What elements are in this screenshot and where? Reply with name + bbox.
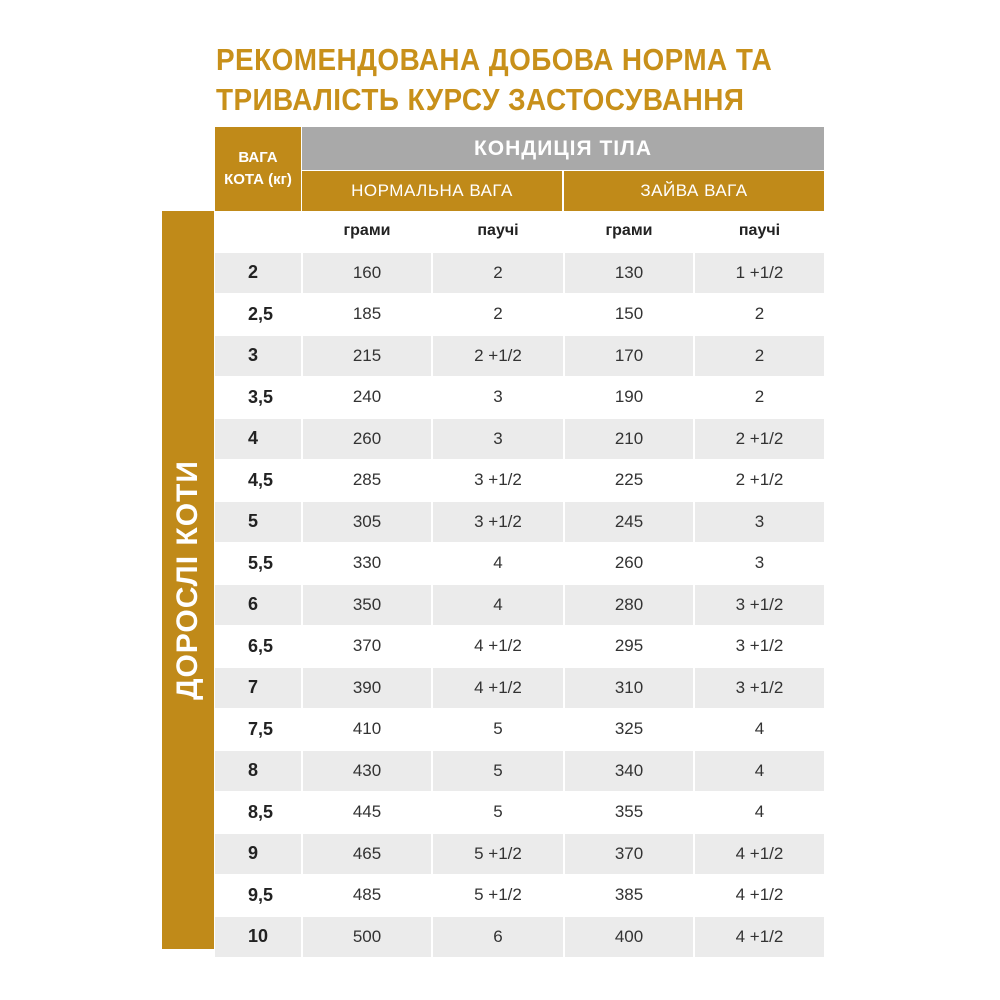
table-row (215, 709, 825, 751)
cell-pouches-over: 2 (694, 294, 825, 336)
cell-grams-normal: 260 (302, 418, 432, 460)
cell-pouches-over: 2 +1/2 (694, 418, 825, 460)
overweight-header: ЗАЙВА ВАГА (564, 171, 824, 211)
cell-pouches-over: 3 +1/2 (694, 626, 825, 668)
cell-pouches-over: 4 +1/2 (694, 875, 825, 917)
title-line-1: РЕКОМЕНДОВАНА ДОБОВА НОРМА ТА (216, 42, 773, 77)
normal-weight-header: НОРМАЛЬНА ВАГА (302, 171, 562, 211)
cell-weight: 6,5 (215, 626, 302, 668)
cell-weight: 8,5 (215, 792, 302, 834)
cell-grams-over: 370 (564, 833, 694, 875)
cell-weight: 10 (215, 916, 302, 958)
cell-pouches-over: 3 +1/2 (694, 584, 825, 626)
cell-grams-normal: 485 (302, 875, 432, 917)
cell-pouches-normal: 3 +1/2 (432, 501, 564, 543)
page-title (216, 40, 900, 120)
unit-cell-grams-over: грами (564, 211, 694, 252)
cell-grams-normal: 185 (302, 294, 432, 336)
cell-pouches-over: 4 (694, 709, 825, 751)
cell-grams-over: 340 (564, 750, 694, 792)
cell-pouches-over: 2 (694, 335, 825, 377)
cell-pouches-over: 3 +1/2 (694, 667, 825, 709)
cell-grams-normal: 370 (302, 626, 432, 668)
cell-grams-normal: 240 (302, 377, 432, 419)
cell-weight: 8 (215, 750, 302, 792)
cell-weight: 5,5 (215, 543, 302, 585)
weight-header-line-2: КОТА (кг) (224, 171, 292, 188)
cell-grams-normal: 215 (302, 335, 432, 377)
cell-grams-over: 400 (564, 916, 694, 958)
table-row (215, 543, 825, 585)
table-row (215, 460, 825, 502)
cell-grams-normal: 390 (302, 667, 432, 709)
cell-grams-over: 190 (564, 377, 694, 419)
cell-weight: 6 (215, 584, 302, 626)
cell-pouches-normal: 5 (432, 792, 564, 834)
cell-pouches-normal: 2 (432, 252, 564, 294)
table-row (215, 294, 825, 336)
cell-grams-normal: 160 (302, 252, 432, 294)
cell-weight: 3,5 (215, 377, 302, 419)
cell-pouches-over: 2 (694, 377, 825, 419)
cell-grams-over: 225 (564, 460, 694, 502)
cell-pouches-normal: 4 (432, 543, 564, 585)
cell-grams-normal: 285 (302, 460, 432, 502)
cell-grams-over: 170 (564, 335, 694, 377)
weight-column-header (215, 127, 301, 211)
cell-grams-over: 260 (564, 543, 694, 585)
cell-pouches-normal: 6 (432, 916, 564, 958)
cell-grams-normal: 465 (302, 833, 432, 875)
cell-pouches-over: 4 +1/2 (694, 916, 825, 958)
cell-grams-over: 295 (564, 626, 694, 668)
units-row (215, 211, 825, 252)
cell-grams-over: 150 (564, 294, 694, 336)
cell-grams-normal: 330 (302, 543, 432, 585)
cell-pouches-normal: 5 +1/2 (432, 875, 564, 917)
cell-weight: 4,5 (215, 460, 302, 502)
weight-header-line-1: ВАГА (238, 149, 278, 166)
cell-grams-over: 355 (564, 792, 694, 834)
cell-pouches-normal: 3 (432, 377, 564, 419)
cell-pouches-normal: 4 +1/2 (432, 667, 564, 709)
cell-pouches-normal: 5 (432, 709, 564, 751)
cell-weight: 7,5 (215, 709, 302, 751)
cell-weight: 7 (215, 667, 302, 709)
cell-pouches-normal: 5 (432, 750, 564, 792)
cell-weight: 3 (215, 335, 302, 377)
table-body (215, 211, 825, 958)
cell-grams-over: 210 (564, 418, 694, 460)
cell-pouches-normal: 3 +1/2 (432, 460, 564, 502)
table-row (215, 418, 825, 460)
table-row (215, 792, 825, 834)
cell-pouches-over: 4 (694, 750, 825, 792)
cell-grams-over: 245 (564, 501, 694, 543)
cell-pouches-normal: 4 +1/2 (432, 626, 564, 668)
feeding-table (215, 211, 826, 958)
cell-grams-over: 130 (564, 252, 694, 294)
unit-cell-grams-normal: грами (302, 211, 432, 252)
table-row (215, 584, 825, 626)
cell-weight: 4 (215, 418, 302, 460)
title-line-2: ТРИВАЛІСТЬ КУРСУ ЗАСТОСУВАННЯ (216, 82, 745, 117)
cell-weight: 9,5 (215, 875, 302, 917)
table-row (215, 377, 825, 419)
cell-pouches-over: 3 (694, 543, 825, 585)
cell-grams-over: 310 (564, 667, 694, 709)
table-row (215, 501, 825, 543)
table-row (215, 667, 825, 709)
side-label: ДОРОСЛІ КОТИ (171, 460, 204, 700)
cell-grams-over: 280 (564, 584, 694, 626)
cell-grams-over: 385 (564, 875, 694, 917)
table-row (215, 335, 825, 377)
table-row (215, 916, 825, 958)
cell-grams-normal: 410 (302, 709, 432, 751)
cell-pouches-over: 2 +1/2 (694, 460, 825, 502)
side-band (162, 211, 214, 949)
cell-weight: 2 (215, 252, 302, 294)
cell-pouches-normal: 2 +1/2 (432, 335, 564, 377)
cell-weight: 9 (215, 833, 302, 875)
cell-grams-over: 325 (564, 709, 694, 751)
unit-cell-pouches-normal: паучі (432, 211, 564, 252)
unit-cell-pouches-over: паучі (694, 211, 825, 252)
cell-grams-normal: 350 (302, 584, 432, 626)
cell-pouches-over: 1 +1/2 (694, 252, 825, 294)
cell-pouches-over: 3 (694, 501, 825, 543)
cell-grams-normal: 305 (302, 501, 432, 543)
table-row (215, 252, 825, 294)
cell-grams-normal: 500 (302, 916, 432, 958)
cell-pouches-normal: 3 (432, 418, 564, 460)
unit-cell-weight (215, 211, 302, 252)
cell-pouches-normal: 5 +1/2 (432, 833, 564, 875)
cell-grams-normal: 430 (302, 750, 432, 792)
cell-weight: 2,5 (215, 294, 302, 336)
cell-pouches-normal: 2 (432, 294, 564, 336)
table-row (215, 626, 825, 668)
table-row (215, 875, 825, 917)
cell-pouches-over: 4 (694, 792, 825, 834)
cell-pouches-normal: 4 (432, 584, 564, 626)
table-row (215, 750, 825, 792)
condition-header: КОНДИЦІЯ ТІЛА (302, 127, 824, 170)
table-row (215, 833, 825, 875)
cell-weight: 5 (215, 501, 302, 543)
cell-grams-normal: 445 (302, 792, 432, 834)
cell-pouches-over: 4 +1/2 (694, 833, 825, 875)
